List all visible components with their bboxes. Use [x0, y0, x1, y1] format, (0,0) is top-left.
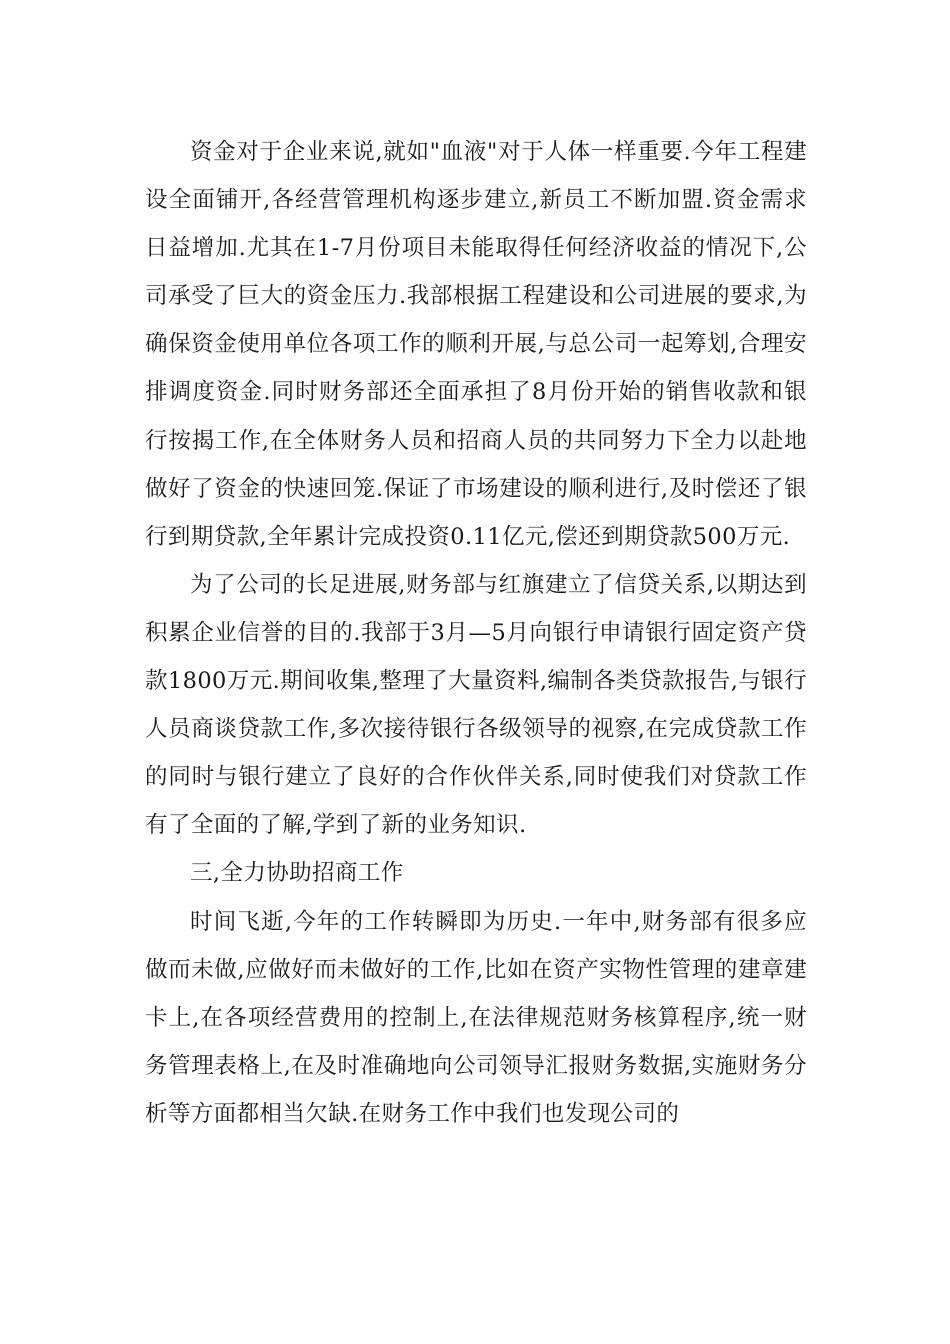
- paragraph-closing: 时间飞逝,今年的工作转瞬即为历史.一年中,财务部有很多应做而未做,应做好而未做好的工作,比如在资产实物性管理的建章建卡上,在各项经营费用的控制上,在法律规范财务核算程序,统一财务管理表格上,在及时准确地向公司领导汇报财务数据,实施财务分析等方面都相当欠缺.在财务工作中我们也发现公司的: [145, 908, 807, 1127]
- section-heading: 三,全力协助招商工作: [190, 860, 404, 887]
- paragraph-funding: 资金对于企业来说,就如"血液"对于人体一样重要.今年工程建设全面铺开,各经营管理机构逐步建立,新员工不断加盟.资金需求日益增加.尤其在1-7月份项目未能取得任何经济收益的情况下,公司承受了巨大的资金压力.我部根据工程建设和公司进展的要求,为确保资金使用单位各项工作的顺利开展,与总公司一起筹划,合理安排调度资金.同时财务部还全面承担了8月份开始的销售收款和银行按揭工作,在全体财务人员和招商人员的共同努力下全力以赴地做好了资金的快速回笼.保证了市场建设的顺利进行,及时偿还了银行到期贷款,全年累计完成投资0.11亿元,偿还到期贷款500万元.: [145, 139, 807, 550]
- document-body: [145, 128, 807, 1138]
- paragraph-credit: 为了公司的长足进展,财务部与红旗建立了信贷关系,以期达到积累企业信誉的目的.我部于3月—5月向银行申请银行固定资产贷款1800万元.期间收集,整理了大量资料,编制各类贷款报告,与银行人员商谈贷款工作,多次接待银行各级领导的视察,在完成贷款工作的同时与银行建立了良好的合作伙伴关系,同时使我们对贷款工作有了全面的了解,学到了新的业务知识.: [145, 571, 807, 839]
